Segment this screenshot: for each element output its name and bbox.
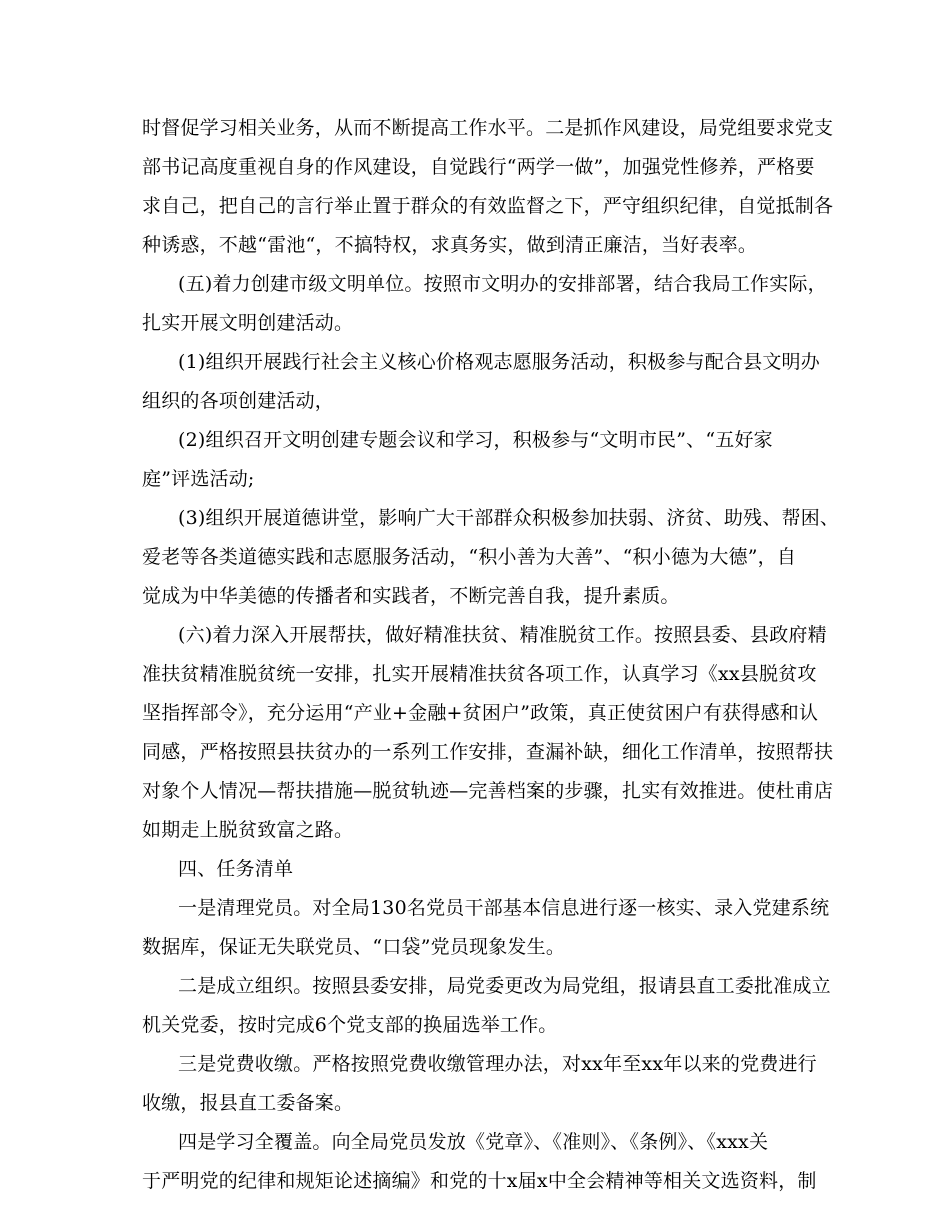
body-line: 扎实开展文明创建活动。 [142, 312, 354, 334]
body-line: 种诱惑，不越“雷池“，不搞特权，求真务实，做到清正廉洁，当好表率。 [142, 234, 758, 256]
body-line: (六)着力深入开展帮扶，做好精准扶贫、精准脱贫工作。按照县委、县政府精 [178, 624, 827, 646]
body-line: 对象个人情况—帮扶措施—脱贫轨迹—完善档案的步骤，扎实有效推进。使杜甫店 [142, 780, 834, 802]
body-line: 如期走上脱贫致富之路。 [142, 819, 354, 841]
body-line: 二是成立组织。按照县委安排，局党委更改为局党组，报请县直工委批准成立 [178, 975, 831, 997]
section-heading: 四、任务清单 [178, 858, 294, 880]
body-line: 部书记高度重视自身的作风建设，自觉践行“两学一做”，加强党性修养，严格要 [142, 156, 815, 178]
body-line: 求自己，把自己的言行举止置于群众的有效监督之下，严守组织纪律，自觉抵制各 [142, 195, 834, 217]
body-line: 组织的各项创建活动， [142, 390, 335, 412]
body-line: 爱老等各类道德实践和志愿服务活动，“积小善为大善”、“积小德为大德”，自 [142, 546, 797, 568]
body-line: (五)着力创建市级文明单位。按照市文明办的安排部署，结合我局工作实际， [178, 273, 827, 295]
body-line: 觉成为中华美德的传播者和实践者，不断完善自我，提升素质。 [142, 585, 680, 607]
body-line: 收缴，报县直工委备案。 [142, 1092, 354, 1114]
body-line: 三是党费收缴。严格按照党费收缴管理办法，对xx年至xx年以来的党费进行 [178, 1053, 817, 1075]
body-line: (3)组织开展道德讲堂，影响广大干部群众积极参加扶弱、济贫、助残、帮困、 [178, 507, 840, 529]
body-line: 同感，严格按照县扶贫办的一系列工作安排，查漏补缺，细化工作清单，按照帮扶 [142, 741, 834, 763]
body-line: (1)组织开展践行社会主义核心价格观志愿服务活动，积极参与配合县文明办 [178, 351, 820, 373]
body-line: 庭”评选活动; [142, 468, 255, 490]
body-line: 一是清理党员。对全局130名党员干部基本信息进行逐一核实、录入党建系统 [178, 897, 830, 919]
body-line: 时督促学习相关业务，从而不断提高工作水平。二是抓作风建设，局党组要求党支 [142, 117, 834, 139]
body-line: 准扶贫精准脱贫统一安排，扎实开展精准扶贫各项工作，认真学习《xx县脱贫攻 [142, 663, 817, 685]
body-line: 于严明党的纪律和规矩论述摘编》和党的十x届x中全会精神等相关文选资料，制 [142, 1170, 817, 1192]
body-line: 机关党委，按时完成6个党支部的换届选举工作。 [142, 1014, 558, 1036]
body-line: 坚指挥部令》，充分运用“产业+金融+贫困户”政策，真正使贫困户有获得感和认 [142, 702, 819, 724]
body-line: (2)组织召开文明创建专题会议和学习，积极参与“文明市民”、“五好家 [178, 429, 773, 451]
body-line: 四是学习全覆盖。向全局党员发放《党章》、《准则》、《条例》、《xxx关 [178, 1131, 769, 1153]
body-line: 数据库，保证无失联党员、“口袋”党员现象发生。 [142, 936, 566, 958]
